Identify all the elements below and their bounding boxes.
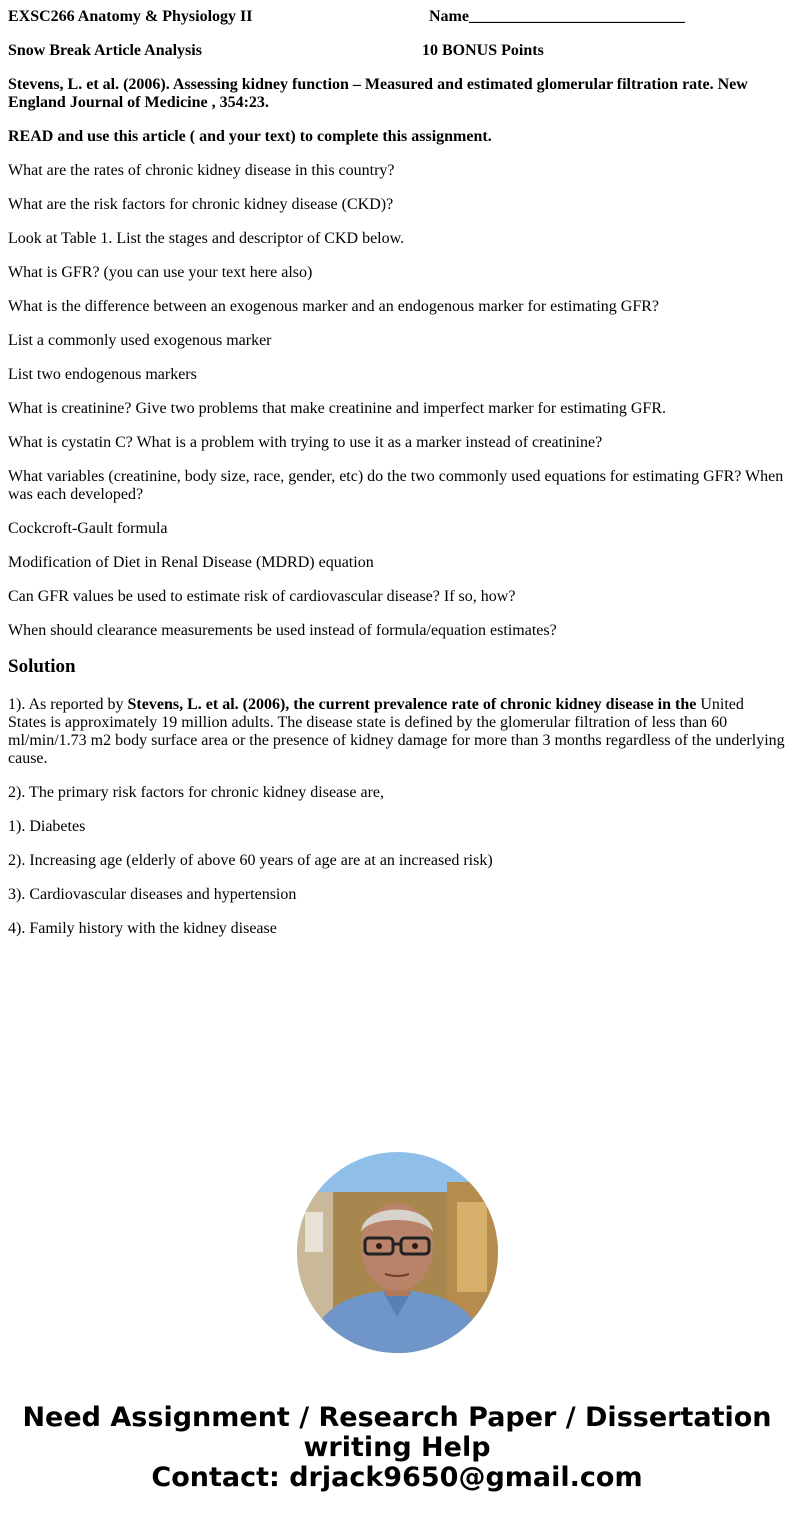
risk-factor-item: 1). Diabetes (8, 818, 86, 835)
points-label: 10 BONUS Points (422, 42, 544, 59)
question: What are the risk factors for chronic kidney disease (CKD)? (8, 196, 394, 213)
question: What variables (creatinine, body size, race, gender, etc) do the two commonly used equations for estimating GFR? When was each developed? (8, 468, 784, 503)
question: What is cystatin C? What is a problem with trying to use it as a marker instead of creatinine? (8, 434, 603, 451)
question: What is the difference between an exogenous marker and an endogenous marker for estimating GFR? (8, 298, 660, 315)
portrait-photo (297, 1152, 498, 1353)
question: Can GFR values be used to estimate risk of cardiovascular disease? If so, how? (8, 588, 516, 605)
instruction: READ and use this article ( and your text) to complete this assignment. (8, 128, 492, 145)
risk-factor-item: 4). Family history with the kidney disease (8, 920, 277, 937)
answer-1 (8, 696, 786, 768)
promo-line-2: writing Help (303, 1432, 491, 1463)
question: Cockcroft-Gault formula (8, 520, 168, 537)
question: What is GFR? (you can use your text here also) (8, 264, 313, 281)
citation: Stevens, L. et al. (2006). Assessing kidney function – Measured and estimated glomerular filtration rate. New England Journal of Medicine , 354:23. (8, 76, 748, 111)
promo-banner (0, 1403, 794, 1493)
question: List a commonly used exogenous marker (8, 332, 272, 349)
course-title: EXSC266 Anatomy & Physiology II (8, 8, 253, 25)
avatar (297, 1152, 498, 1353)
risk-factor-item: 3). Cardiovascular diseases and hypertension (8, 886, 297, 903)
answer-1-rest: United States is approximately 19 million adults. The disease state is defined by the glomerular filtration of less than 60 ml/min/1.73 m2 body surface area or the presence of kidney damage for more than 3 months regardless of the underlying cause. (8, 696, 785, 767)
assignment-title: Snow Break Article Analysis (8, 42, 202, 59)
header-line-2 (8, 42, 786, 60)
promo-contact: Contact: drjack9650@gmail.com (151, 1462, 643, 1493)
solution-heading: Solution (8, 656, 76, 677)
question: What are the rates of chronic kidney disease in this country? (8, 162, 395, 179)
question: Modification of Diet in Renal Disease (MDRD) equation (8, 554, 374, 571)
answer-2-intro: 2). The primary risk factors for chronic kidney disease are, (8, 784, 385, 801)
promo-line-1: Need Assignment / Research Paper / Dissertation (22, 1402, 772, 1433)
name-field-label: Name___________________________ (429, 8, 685, 25)
question: What is creatinine? Give two problems that make creatinine and imperfect marker for estimating GFR. (8, 400, 666, 417)
header-line-1 (8, 8, 786, 26)
question-list (8, 162, 786, 640)
answer-1-bold: Stevens, L. et al. (2006), the current prevalence rate of chronic kidney disease in the (127, 696, 697, 713)
question: List two endogenous markers (8, 366, 197, 383)
answer-1-prefix: 1). As reported by (8, 696, 128, 713)
risk-factor-item: 2). Increasing age (elderly of above 60 years of age are at an increased risk) (8, 852, 493, 869)
question: Look at Table 1. List the stages and descriptor of CKD below. (8, 230, 405, 247)
document (8, 8, 786, 954)
question: When should clearance measurements be used instead of formula/equation estimates? (8, 622, 557, 639)
